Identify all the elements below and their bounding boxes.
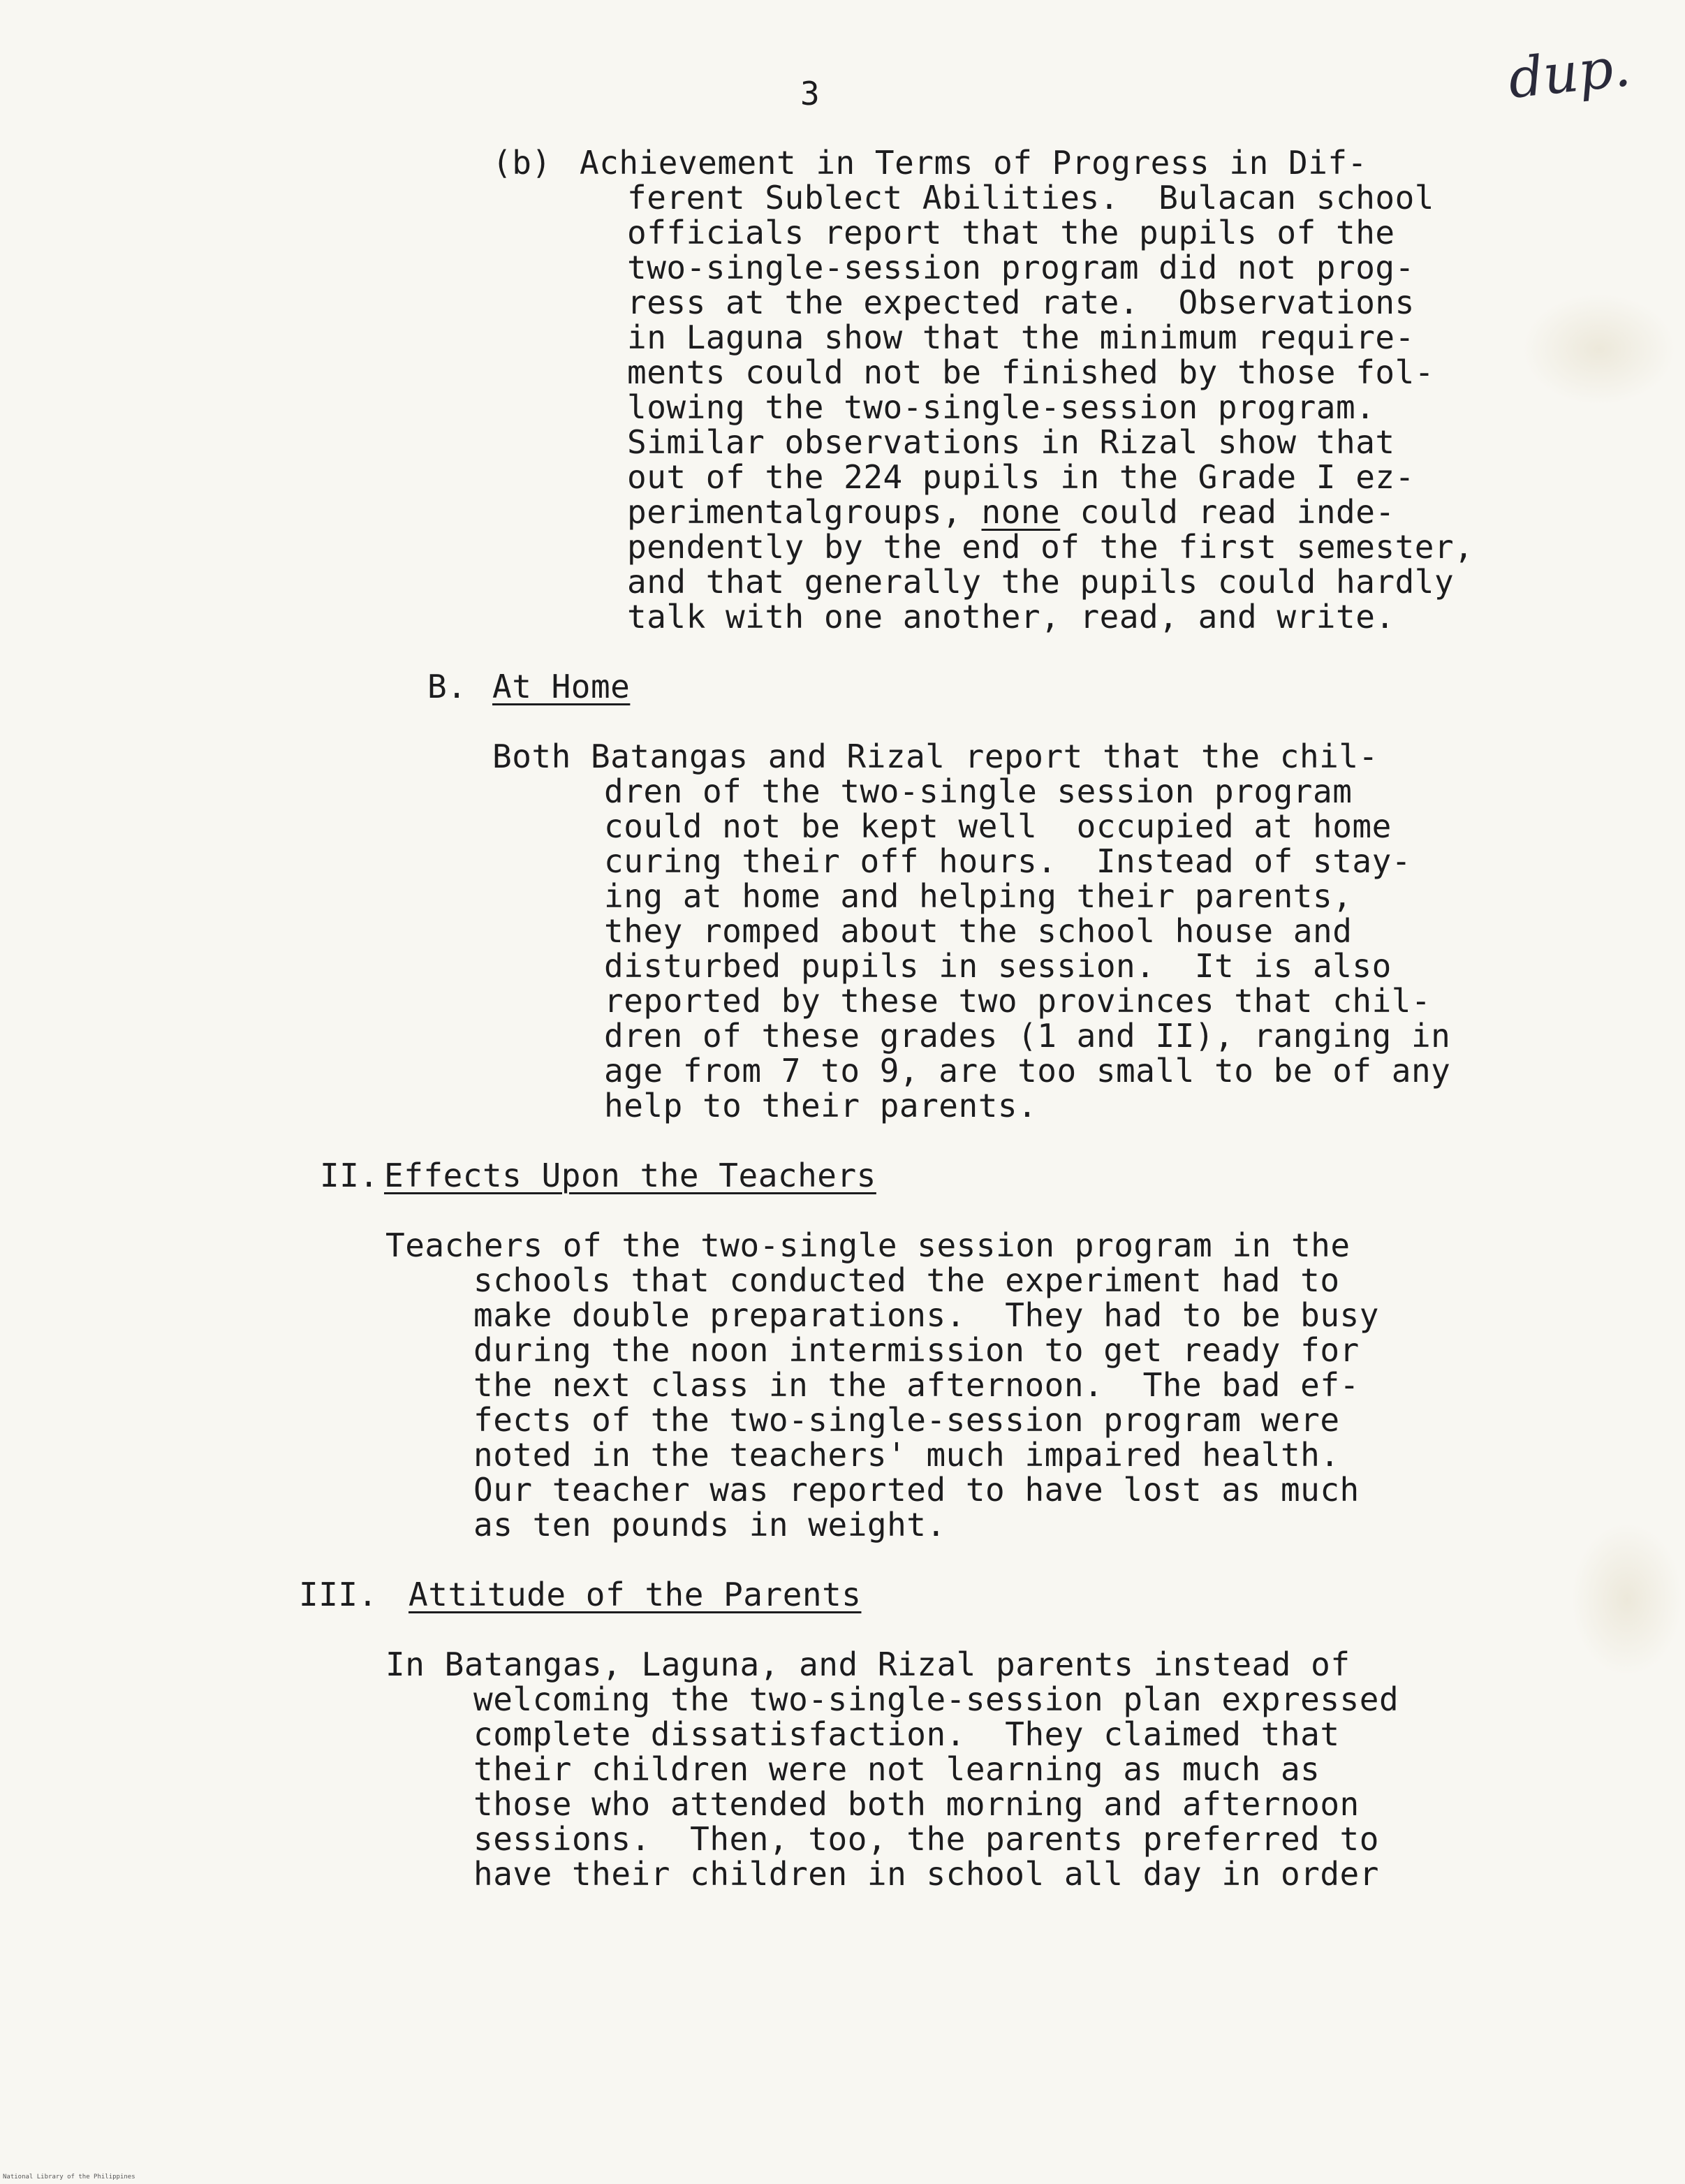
- text-run: could read inde-: [1080, 493, 1395, 531]
- paragraph-line: schools that conducted the experiment had to: [473, 1261, 1340, 1299]
- archive-footer: National Library of the Philippines: [3, 2174, 135, 2181]
- paragraph-line: those who attended both morning and afternoon: [473, 1785, 1360, 1823]
- paragraph-line: Achievement in Terms of Progress in Dif-: [580, 144, 1367, 182]
- paragraph-line: lowing the two-single-session program.: [627, 388, 1376, 426]
- paragraph-line: as ten pounds in weight.: [473, 1506, 946, 1544]
- paragraph-line: two-single-session program did not prog-: [627, 249, 1415, 286]
- paragraph-line: the next class in the afternoon. The bad ef-: [473, 1366, 1360, 1404]
- paragraph-line: and that generally the pupils could hardly: [627, 563, 1455, 601]
- paragraph-line: reported by these two provinces that chil-: [604, 982, 1432, 1020]
- paragraph-line: In Batangas, Laguna, and Rizal parents instead of: [385, 1646, 1351, 1683]
- underlined-word: none: [981, 493, 1061, 531]
- section-label: III.: [299, 1576, 378, 1613]
- paragraph-line: Similar observations in Rizal show that: [627, 423, 1395, 461]
- paragraph-line: Our teacher was reported to have lost as much: [473, 1471, 1360, 1509]
- paragraph-line: during the noon intermission to get ready for: [473, 1331, 1360, 1369]
- paragraph-line: they romped about the school house and: [604, 912, 1353, 950]
- paragraph-line: ing at home and helping their parents,: [604, 877, 1353, 915]
- paragraph-line: welcoming the two-single-session plan expressed: [473, 1680, 1399, 1718]
- section-label: B.: [427, 668, 467, 705]
- section-label: II.: [320, 1157, 379, 1194]
- paragraph-line: their children were not learning as much as: [473, 1750, 1320, 1788]
- paragraph-line: have their children in school all day in order: [473, 1855, 1379, 1893]
- paper-stain: [1571, 1523, 1683, 1676]
- text-run: perimentalgroups,: [627, 493, 962, 531]
- paragraph-line: make double preparations. They had to be busy: [473, 1296, 1379, 1334]
- paragraph-line: dren of the two-single session program: [604, 772, 1353, 810]
- page-number: 3: [800, 75, 820, 112]
- paragraph-line: curing their off hours. Instead of stay-: [604, 842, 1411, 880]
- paragraph-line: talk with one another, read, and write.: [627, 598, 1395, 636]
- paragraph-line: dren of these grades (1 and II), ranging in: [604, 1017, 1451, 1055]
- paragraph-line: [627, 494, 1395, 529]
- paragraph-line: disturbed pupils in session. It is also: [604, 947, 1392, 985]
- paper-stain: [1522, 293, 1676, 405]
- subsection-label: (b): [492, 144, 552, 182]
- paragraph-line: out of the 224 pupils in the Grade I ez-: [627, 458, 1415, 496]
- paragraph-line: ress at the expected rate. Observations: [627, 284, 1415, 321]
- paragraph-line: could not be kept well occupied at home: [604, 807, 1392, 845]
- section-heading: At Home: [492, 668, 631, 705]
- paragraph-line: ferent Sublect Abilities. Bulacan school: [627, 179, 1434, 217]
- paragraph-line: age from 7 to 9, are too small to be of any: [604, 1052, 1451, 1090]
- section-heading: Attitude of the Parents: [409, 1576, 862, 1613]
- paragraph-line: pendently by the end of the first semester,: [627, 528, 1474, 566]
- paragraph-line: in Laguna show that the minimum require-: [627, 318, 1415, 356]
- handwritten-note: dup.: [1505, 36, 1634, 111]
- paragraph-line: Both Batangas and Rizal report that the chil-: [492, 738, 1378, 775]
- paragraph-line: Teachers of the two-single session program in the: [385, 1226, 1351, 1264]
- paragraph-line: complete dissatisfaction. They claimed that: [473, 1715, 1340, 1753]
- paragraph-line: help to their parents.: [604, 1087, 1038, 1124]
- paragraph-line: noted in the teachers' much impaired health.: [473, 1436, 1340, 1474]
- paragraph-line: ments could not be finished by those fol-: [627, 353, 1434, 391]
- paragraph-line: officials report that the pupils of the: [627, 214, 1395, 251]
- paragraph-line: fects of the two-single-session program were: [473, 1401, 1340, 1439]
- section-heading: Effects Upon the Teachers: [384, 1157, 876, 1194]
- paragraph-line: sessions. Then, too, the parents preferred to: [473, 1820, 1379, 1858]
